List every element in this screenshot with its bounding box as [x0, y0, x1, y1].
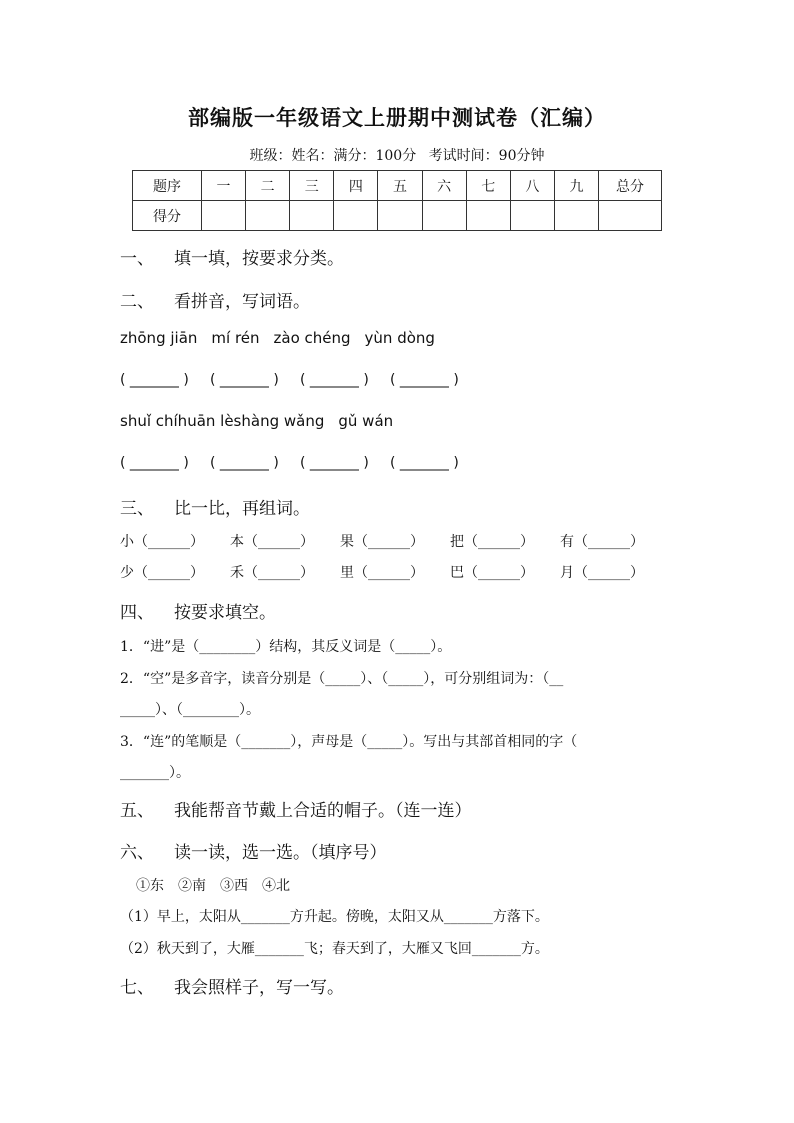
option-north: ④北 — [262, 878, 290, 894]
compare-item[interactable]: 本（______） — [230, 534, 314, 550]
question-line[interactable]: _______）。 — [120, 765, 190, 781]
section-7-heading — [120, 973, 344, 998]
score-cell[interactable] — [510, 201, 554, 231]
score-header-cell: 总分 — [599, 171, 662, 201]
score-table-score-row — [133, 201, 662, 231]
section-1-heading — [120, 244, 344, 269]
answer-blank[interactable]: ( _______ ) — [210, 372, 279, 388]
section-number: 七、 — [120, 978, 154, 998]
pinyin-row-1 — [120, 329, 449, 347]
answer-blank[interactable]: ( _______ ) — [300, 455, 369, 471]
score-header-cell: 五 — [378, 171, 422, 201]
score-cell[interactable] — [554, 201, 598, 231]
section-number: 三、 — [120, 499, 154, 519]
score-cell[interactable] — [202, 201, 246, 231]
score-table — [132, 170, 662, 231]
score-header-cell: 九 — [554, 171, 598, 201]
compare-item[interactable]: 巴（______） — [450, 565, 534, 581]
score-row-label: 得分 — [133, 201, 202, 231]
answer-blank[interactable]: ( _______ ) — [300, 372, 369, 388]
compare-row-1 — [120, 531, 670, 551]
question-line[interactable]: （2）秋天到了，大雁_______飞；春天到了，大雁又飞回_______方。 — [120, 941, 549, 957]
pinyin-word: yùn dòng — [364, 329, 435, 347]
answer-blank[interactable]: ( _______ ) — [120, 372, 189, 388]
section-text: 填一填，按要求分类。 — [174, 249, 344, 269]
answer-blank[interactable]: ( _______ ) — [210, 455, 279, 471]
class-name-score-info: 班级：姓名：满分：100分 — [249, 148, 417, 164]
section-3-heading — [120, 494, 310, 519]
answer-blanks-row-2 — [120, 455, 480, 471]
pinyin-word: zào chéng — [273, 329, 351, 347]
section-text: 我会照样子，写一写。 — [174, 978, 344, 998]
answer-blank[interactable]: ( _______ ) — [120, 455, 189, 471]
score-header-cell: 一 — [202, 171, 246, 201]
score-cell[interactable] — [466, 201, 510, 231]
section-number: 六、 — [120, 843, 154, 863]
pinyin-word: mí rén — [211, 329, 260, 347]
section-2-heading — [120, 287, 310, 312]
compare-item[interactable]: 禾（______） — [230, 565, 314, 581]
score-header-cell: 题序 — [133, 171, 202, 201]
exam-info — [0, 145, 794, 165]
compare-item[interactable]: 有（______） — [560, 534, 644, 550]
answer-blank[interactable]: ( _______ ) — [390, 455, 459, 471]
score-cell[interactable] — [378, 201, 422, 231]
score-header-cell: 八 — [510, 171, 554, 201]
score-cell[interactable] — [246, 201, 290, 231]
compare-item[interactable]: 果（______） — [340, 534, 424, 550]
score-cell[interactable] — [422, 201, 466, 231]
compare-item[interactable]: 把（______） — [450, 534, 534, 550]
compare-item[interactable]: 小（______） — [120, 534, 204, 550]
section-text: 我能帮音节戴上合适的帽子。（连一连） — [174, 801, 472, 821]
answer-blank[interactable]: ( _______ ) — [390, 372, 459, 388]
score-table-header-row — [133, 171, 662, 201]
section-4-heading — [120, 598, 276, 623]
exam-time-info: 考试时间：90分钟 — [428, 148, 545, 164]
question-line[interactable]: 1．“进”是（________）结构，其反义词是（_____）。 — [120, 639, 452, 655]
score-header-cell: 二 — [246, 171, 290, 201]
section-text: 看拼音，写词语。 — [174, 292, 310, 312]
pinyin-word: shuǐ chíhuān lèshàng wǎng — [120, 412, 325, 430]
question-line[interactable]: 2．“空”是多音字，读音分别是（_____）、（_____），可分别组词为：（__ — [120, 671, 564, 687]
option-east: ①东 — [136, 878, 164, 894]
section-text: 比一比，再组词。 — [174, 499, 310, 519]
page-title: 部编版一年级语文上册期中测试卷（汇编） — [188, 105, 606, 130]
compare-row-2 — [120, 562, 670, 582]
score-header-cell: 六 — [422, 171, 466, 201]
pinyin-row-2 — [120, 412, 407, 430]
score-cell[interactable] — [334, 201, 378, 231]
score-cell[interactable] — [290, 201, 334, 231]
score-header-cell: 三 — [290, 171, 334, 201]
pinyin-word: zhōng jiān — [120, 329, 198, 347]
question-line[interactable]: （1）早上，太阳从_______方升起。傍晚，太阳又从_______方落下。 — [120, 909, 549, 925]
section-number: 四、 — [120, 603, 154, 623]
section-5-heading — [120, 796, 472, 821]
compare-item[interactable]: 里（______） — [340, 565, 424, 581]
direction-options — [136, 875, 304, 895]
compare-item[interactable]: 月（______） — [560, 565, 644, 581]
answer-blanks-row-1 — [120, 372, 480, 388]
compare-item[interactable]: 少（______） — [120, 565, 204, 581]
section-number: 五、 — [120, 801, 154, 821]
question-line[interactable]: _____）、（________）。 — [120, 702, 260, 718]
section-text: 读一读，选一选。（填序号） — [174, 843, 387, 863]
score-cell[interactable] — [599, 201, 662, 231]
section-6-heading — [120, 838, 387, 863]
section-number: 一、 — [120, 249, 154, 269]
option-west: ③西 — [220, 878, 248, 894]
section-text: 按要求填空。 — [174, 603, 276, 623]
score-header-cell: 四 — [334, 171, 378, 201]
score-header-cell: 七 — [466, 171, 510, 201]
section-number: 二、 — [120, 292, 154, 312]
pinyin-word: gǔ wán — [338, 412, 394, 430]
option-south: ②南 — [178, 878, 206, 894]
question-line[interactable]: 3．“连”的笔顺是（_______），声母是（_____）。写出与其部首相同的字（ — [120, 734, 578, 750]
